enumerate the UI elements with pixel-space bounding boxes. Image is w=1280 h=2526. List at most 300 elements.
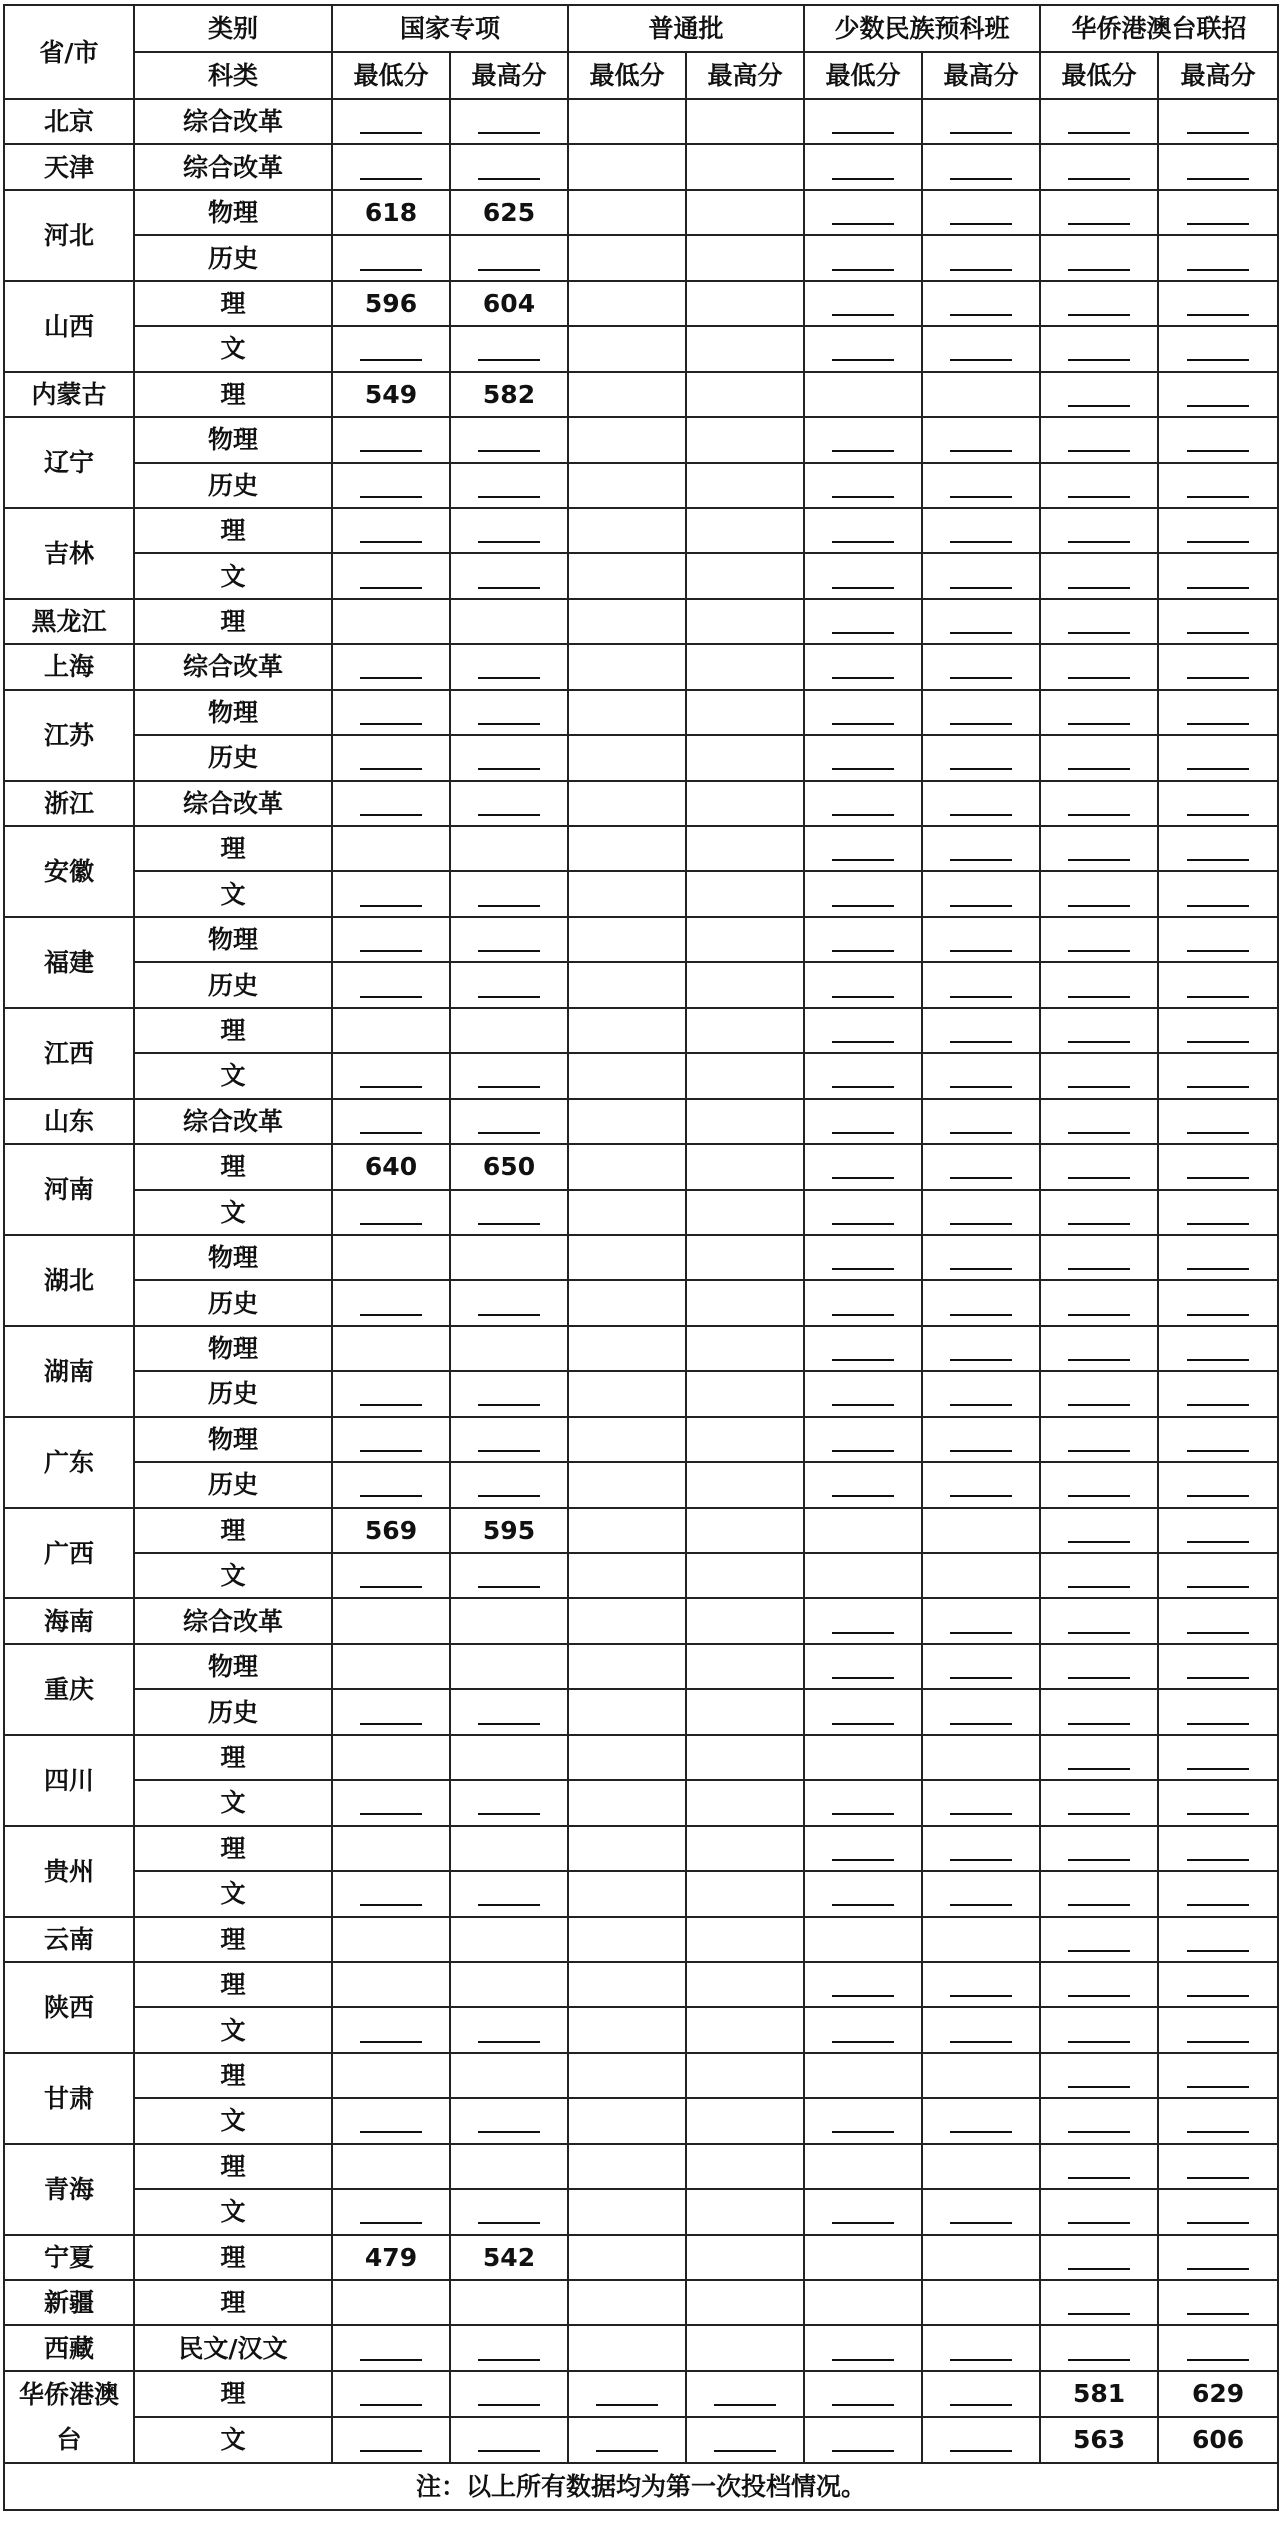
no-data-cell <box>1040 99 1158 144</box>
no-data-cell <box>1158 99 1278 144</box>
dash-mark <box>832 1177 894 1179</box>
no-data-cell <box>1040 508 1158 553</box>
no-data-cell <box>1158 190 1278 235</box>
no-data-cell <box>450 2007 568 2052</box>
dash-mark <box>950 359 1012 361</box>
table-row <box>4 190 1278 235</box>
empty-cell <box>332 1962 450 2007</box>
empty-cell <box>450 1735 568 1780</box>
subject-cell: 历史 <box>134 1280 332 1325</box>
subject-cell: 理 <box>134 1917 332 1962</box>
dash-mark <box>950 1859 1012 1861</box>
dash-mark <box>1068 2359 1130 2361</box>
province-name-line: 台 <box>56 2424 82 2454</box>
table-row <box>4 1144 1278 1189</box>
dash-mark <box>832 1314 894 1316</box>
dash-mark <box>478 1223 540 1225</box>
min-score-cell: 479 <box>332 2235 450 2280</box>
empty-cell <box>568 2280 686 2325</box>
dash-mark <box>832 359 894 361</box>
subject-cell: 文 <box>134 1053 332 1098</box>
empty-cell <box>568 781 686 826</box>
no-data-cell <box>922 1780 1040 1825</box>
no-data-cell <box>1158 463 1278 508</box>
province-cell: 甘肃 <box>4 2053 134 2144</box>
no-data-cell <box>804 463 922 508</box>
province-header: 省/市 <box>4 5 134 99</box>
empty-cell <box>686 2235 804 2280</box>
no-data-cell <box>1040 2189 1158 2234</box>
no-data-cell <box>1158 1235 1278 1280</box>
empty-cell <box>686 1099 804 1144</box>
empty-cell <box>568 871 686 916</box>
province-cell: 浙江 <box>4 781 134 826</box>
no-data-cell <box>922 326 1040 371</box>
empty-cell <box>450 599 568 644</box>
empty-cell <box>568 1144 686 1189</box>
table-row <box>4 553 1278 598</box>
empty-cell <box>922 1735 1040 1780</box>
table-row <box>4 2371 1278 2417</box>
score-table-container <box>3 4 1277 2511</box>
dash-mark <box>832 1268 894 1270</box>
no-data-cell <box>922 735 1040 780</box>
province-cell: 湖北 <box>4 1235 134 1326</box>
no-data-cell <box>332 144 450 189</box>
empty-cell <box>568 281 686 326</box>
dash-mark <box>832 1086 894 1088</box>
empty-cell <box>686 1598 804 1643</box>
province-name-line: 华侨港澳 <box>18 2379 119 2409</box>
dash-mark <box>950 723 1012 725</box>
dash-mark <box>478 1450 540 1452</box>
empty-cell <box>686 553 804 598</box>
no-data-cell <box>804 599 922 644</box>
dash-mark <box>1187 768 1249 770</box>
empty-cell <box>686 463 804 508</box>
dash-mark <box>1068 1677 1130 1679</box>
no-data-cell <box>922 508 1040 553</box>
dash-mark <box>950 1677 1012 1679</box>
dash-mark <box>950 1359 1012 1361</box>
dash-mark <box>832 632 894 634</box>
dash-mark <box>832 996 894 998</box>
no-data-cell <box>450 690 568 735</box>
dash-mark <box>1068 132 1130 134</box>
no-data-cell <box>332 917 450 962</box>
empty-cell <box>686 1280 804 1325</box>
dash-mark <box>950 1723 1012 1725</box>
dash-mark <box>950 814 1012 816</box>
dash-mark <box>1068 2177 1130 2179</box>
table-row <box>4 1689 1278 1734</box>
table-row <box>4 1508 1278 1553</box>
no-data-cell <box>1158 1962 1278 2007</box>
province-cell: 江苏 <box>4 690 134 781</box>
no-data-cell <box>332 2189 450 2234</box>
no-data-cell <box>922 1871 1040 1916</box>
dash-mark <box>714 2404 776 2406</box>
no-data-cell <box>1040 2007 1158 2052</box>
dash-mark <box>478 2404 540 2406</box>
table-row <box>4 781 1278 826</box>
no-data-cell <box>332 1417 450 1462</box>
empty-cell <box>922 1553 1040 1598</box>
empty-cell <box>686 1053 804 1098</box>
no-data-cell <box>922 1008 1040 1053</box>
no-data-cell <box>1040 1144 1158 1189</box>
subject-cell: 历史 <box>134 1689 332 1734</box>
empty-cell <box>568 1826 686 1871</box>
no-data-cell <box>450 553 568 598</box>
no-data-cell <box>1158 326 1278 371</box>
no-data-cell <box>804 1099 922 1144</box>
province-cell: 西藏 <box>4 2325 134 2370</box>
no-data-cell <box>804 2417 922 2463</box>
dash-mark <box>950 905 1012 907</box>
no-data-cell <box>450 1553 568 1598</box>
subject-cell: 历史 <box>134 235 332 280</box>
dash-mark <box>360 1495 422 1497</box>
no-data-cell <box>1040 2144 1158 2189</box>
dash-mark <box>1068 859 1130 861</box>
empty-cell <box>568 1462 686 1507</box>
subject-cell: 文 <box>134 553 332 598</box>
dash-mark <box>1068 723 1130 725</box>
subject-cell: 理 <box>134 2144 332 2189</box>
dash-mark <box>950 1314 1012 1316</box>
no-data-cell <box>804 2189 922 2234</box>
no-data-cell <box>332 1553 450 1598</box>
no-data-cell <box>1158 2280 1278 2325</box>
dash-mark <box>1187 1768 1249 1770</box>
dash-mark <box>832 1677 894 1679</box>
empty-cell <box>686 917 804 962</box>
dash-mark <box>360 1223 422 1225</box>
no-data-cell <box>332 553 450 598</box>
no-data-cell <box>1158 1008 1278 1053</box>
subject-cell: 理 <box>134 599 332 644</box>
province-cell: 天津 <box>4 144 134 189</box>
dash-mark <box>360 359 422 361</box>
dash-mark <box>832 314 894 316</box>
no-data-cell <box>922 1235 1040 1280</box>
dash-mark <box>950 2404 1012 2406</box>
no-data-cell <box>1158 690 1278 735</box>
empty-cell <box>686 417 804 462</box>
no-data-cell <box>804 1053 922 1098</box>
no-data-cell <box>332 2371 450 2417</box>
no-data-cell <box>1158 644 1278 689</box>
no-data-cell <box>1158 1371 1278 1416</box>
dash-mark <box>950 1904 1012 1906</box>
table-row <box>4 1235 1278 1280</box>
no-data-cell <box>1158 917 1278 962</box>
dash-mark <box>1187 2359 1249 2361</box>
empty-cell <box>568 599 686 644</box>
empty-cell <box>332 1598 450 1643</box>
no-data-cell <box>804 1871 922 1916</box>
dash-mark <box>1068 2222 1130 2224</box>
empty-cell <box>568 2144 686 2189</box>
dash-mark <box>950 2450 1012 2452</box>
dash-mark <box>950 677 1012 679</box>
dash-mark <box>950 1495 1012 1497</box>
dash-mark <box>832 1995 894 1997</box>
dash-mark <box>1187 1723 1249 1725</box>
empty-cell <box>568 372 686 417</box>
dash-mark <box>478 996 540 998</box>
province-cell: 海南 <box>4 1598 134 1643</box>
empty-cell <box>450 826 568 871</box>
subject-cell: 历史 <box>134 735 332 780</box>
dash-mark <box>1187 677 1249 679</box>
subject-cell: 理 <box>134 372 332 417</box>
no-data-cell <box>1040 1099 1158 1144</box>
dash-mark <box>950 1268 1012 1270</box>
dash-mark <box>1187 1177 1249 1179</box>
dash-mark <box>478 1086 540 1088</box>
no-data-cell <box>332 1280 450 1325</box>
no-data-cell <box>332 871 450 916</box>
subject-cell: 文 <box>134 1871 332 1916</box>
no-data-cell <box>922 1144 1040 1189</box>
no-data-cell <box>1040 2235 1158 2280</box>
no-data-cell <box>804 99 922 144</box>
dash-mark <box>1187 269 1249 271</box>
dash-mark <box>1187 1041 1249 1043</box>
dash-mark <box>1187 2041 1249 2043</box>
dash-mark <box>1068 1995 1130 1997</box>
dash-mark <box>360 1132 422 1134</box>
dash-mark <box>832 1359 894 1361</box>
dash-mark <box>950 269 1012 271</box>
max-score-cell: 606 <box>1158 2417 1278 2463</box>
no-data-cell <box>922 463 1040 508</box>
no-data-cell <box>1040 690 1158 735</box>
admission-score-table <box>3 4 1279 2511</box>
subject-cell: 理 <box>134 1144 332 1189</box>
dash-mark <box>950 1632 1012 1634</box>
empty-cell <box>568 2189 686 2234</box>
dash-mark <box>1187 1813 1249 1815</box>
empty-cell <box>804 2280 922 2325</box>
dash-mark <box>950 1450 1012 1452</box>
dash-mark <box>360 1813 422 1815</box>
no-data-cell <box>922 599 1040 644</box>
dash-mark <box>950 178 1012 180</box>
empty-cell <box>686 1235 804 1280</box>
empty-cell <box>568 1962 686 2007</box>
subject-cell: 综合改革 <box>134 1099 332 1144</box>
no-data-cell <box>1040 1280 1158 1325</box>
empty-cell <box>922 372 1040 417</box>
no-data-cell <box>804 1417 922 1462</box>
dash-mark <box>1187 1904 1249 1906</box>
no-data-cell <box>332 2325 450 2370</box>
dash-mark <box>1068 1859 1130 1861</box>
table-row <box>4 2053 1278 2098</box>
subject-cell: 历史 <box>134 1462 332 1507</box>
dash-mark <box>832 1632 894 1634</box>
dash-mark <box>832 2404 894 2406</box>
no-data-cell <box>332 735 450 780</box>
empty-cell <box>686 1508 804 1553</box>
dash-mark <box>1187 1586 1249 1588</box>
empty-cell <box>804 1735 922 1780</box>
no-data-cell <box>922 1326 1040 1371</box>
empty-cell <box>686 1553 804 1598</box>
dash-mark <box>1187 2131 1249 2133</box>
empty-cell <box>568 463 686 508</box>
dash-mark <box>360 2450 422 2452</box>
dash-mark <box>1068 632 1130 634</box>
no-data-cell <box>1040 644 1158 689</box>
no-data-cell <box>922 690 1040 735</box>
no-data-cell <box>1040 1962 1158 2007</box>
dash-mark <box>360 950 422 952</box>
table-row <box>4 2144 1278 2189</box>
empty-cell <box>686 1871 804 1916</box>
dash-mark <box>1068 269 1130 271</box>
dash-mark <box>478 1904 540 1906</box>
subject-cell: 文 <box>134 2007 332 2052</box>
dash-mark <box>832 587 894 589</box>
empty-cell <box>450 1326 568 1371</box>
no-data-cell <box>804 871 922 916</box>
no-data-cell <box>1158 735 1278 780</box>
table-row <box>4 372 1278 417</box>
no-data-cell <box>1040 1598 1158 1643</box>
subject-cell: 综合改革 <box>134 144 332 189</box>
no-data-cell <box>1158 508 1278 553</box>
table-row <box>4 508 1278 553</box>
empty-cell <box>568 1553 686 1598</box>
subject-cell: 物理 <box>134 1417 332 1462</box>
dash-mark <box>1068 1632 1130 1634</box>
empty-cell <box>450 1008 568 1053</box>
empty-cell <box>450 1917 568 1962</box>
dash-mark <box>360 1086 422 1088</box>
empty-cell <box>332 1735 450 1780</box>
min-score-header: 最低分 <box>568 52 686 99</box>
no-data-cell <box>332 1871 450 1916</box>
table-row <box>4 2280 1278 2325</box>
empty-cell <box>332 1644 450 1689</box>
dash-mark <box>832 450 894 452</box>
dash-mark <box>832 1904 894 1906</box>
province-cell: 青海 <box>4 2144 134 2235</box>
dash-mark <box>950 1041 1012 1043</box>
min-score-cell: 618 <box>332 190 450 235</box>
empty-cell <box>568 1871 686 1916</box>
dash-mark <box>1068 950 1130 952</box>
dash-mark <box>832 2359 894 2361</box>
dash-mark <box>1068 1813 1130 1815</box>
no-data-cell <box>804 326 922 371</box>
empty-cell <box>450 1235 568 1280</box>
dash-mark <box>1187 1995 1249 1997</box>
table-row <box>4 1780 1278 1825</box>
dash-mark <box>832 905 894 907</box>
empty-cell <box>332 1826 450 1871</box>
table-row <box>4 1826 1278 1871</box>
empty-cell <box>450 1826 568 1871</box>
dash-mark <box>950 859 1012 861</box>
dash-mark <box>1187 541 1249 543</box>
no-data-cell <box>1040 2053 1158 2098</box>
no-data-cell <box>450 2325 568 2370</box>
empty-cell <box>686 1826 804 1871</box>
no-data-cell <box>922 2189 1040 2234</box>
dash-mark <box>360 132 422 134</box>
table-row <box>4 281 1278 326</box>
empty-cell <box>686 2144 804 2189</box>
max-score-header: 最高分 <box>686 52 804 99</box>
empty-cell <box>568 326 686 371</box>
dash-mark <box>1187 2177 1249 2179</box>
no-data-cell <box>922 2325 1040 2370</box>
no-data-cell <box>450 508 568 553</box>
subject-cell: 民文/汉文 <box>134 2325 332 2370</box>
no-data-cell <box>804 1826 922 1871</box>
dash-mark <box>1068 2131 1130 2133</box>
no-data-cell <box>922 1644 1040 1689</box>
dash-mark <box>478 768 540 770</box>
table-row <box>4 2417 1278 2463</box>
dash-mark <box>360 905 422 907</box>
empty-cell <box>568 1917 686 1962</box>
dash-mark <box>832 723 894 725</box>
no-data-cell <box>1158 2235 1278 2280</box>
empty-cell <box>686 1417 804 1462</box>
no-data-cell <box>332 2007 450 2052</box>
group-header-overseas: 华侨港澳台联招 <box>1040 5 1278 52</box>
subject-cell: 物理 <box>134 1326 332 1371</box>
dash-mark <box>950 1404 1012 1406</box>
table-row <box>4 644 1278 689</box>
table-row <box>4 1371 1278 1416</box>
no-data-cell <box>1040 1008 1158 1053</box>
dash-mark <box>832 1404 894 1406</box>
max-score-cell: 629 <box>1158 2371 1278 2417</box>
dash-mark <box>360 178 422 180</box>
no-data-cell <box>1040 1871 1158 1916</box>
empty-cell <box>686 2007 804 2052</box>
dash-mark <box>1068 2041 1130 2043</box>
empty-cell <box>686 190 804 235</box>
table-row <box>4 1326 1278 1371</box>
no-data-cell <box>804 735 922 780</box>
dash-mark <box>360 1404 422 1406</box>
table-row <box>4 2189 1278 2234</box>
dash-mark <box>360 269 422 271</box>
dash-mark <box>1068 1586 1130 1588</box>
max-score-header: 最高分 <box>450 52 568 99</box>
no-data-cell <box>1040 2325 1158 2370</box>
no-data-cell <box>804 1598 922 1643</box>
no-data-cell <box>922 190 1040 235</box>
no-data-cell <box>1158 1508 1278 1553</box>
min-score-cell: 596 <box>332 281 450 326</box>
dash-mark <box>1187 223 1249 225</box>
dash-mark <box>1187 450 1249 452</box>
no-data-cell <box>804 1144 922 1189</box>
no-data-cell <box>450 2098 568 2143</box>
empty-cell <box>686 1917 804 1962</box>
empty-cell <box>804 1508 922 1553</box>
subject-cell: 物理 <box>134 417 332 462</box>
